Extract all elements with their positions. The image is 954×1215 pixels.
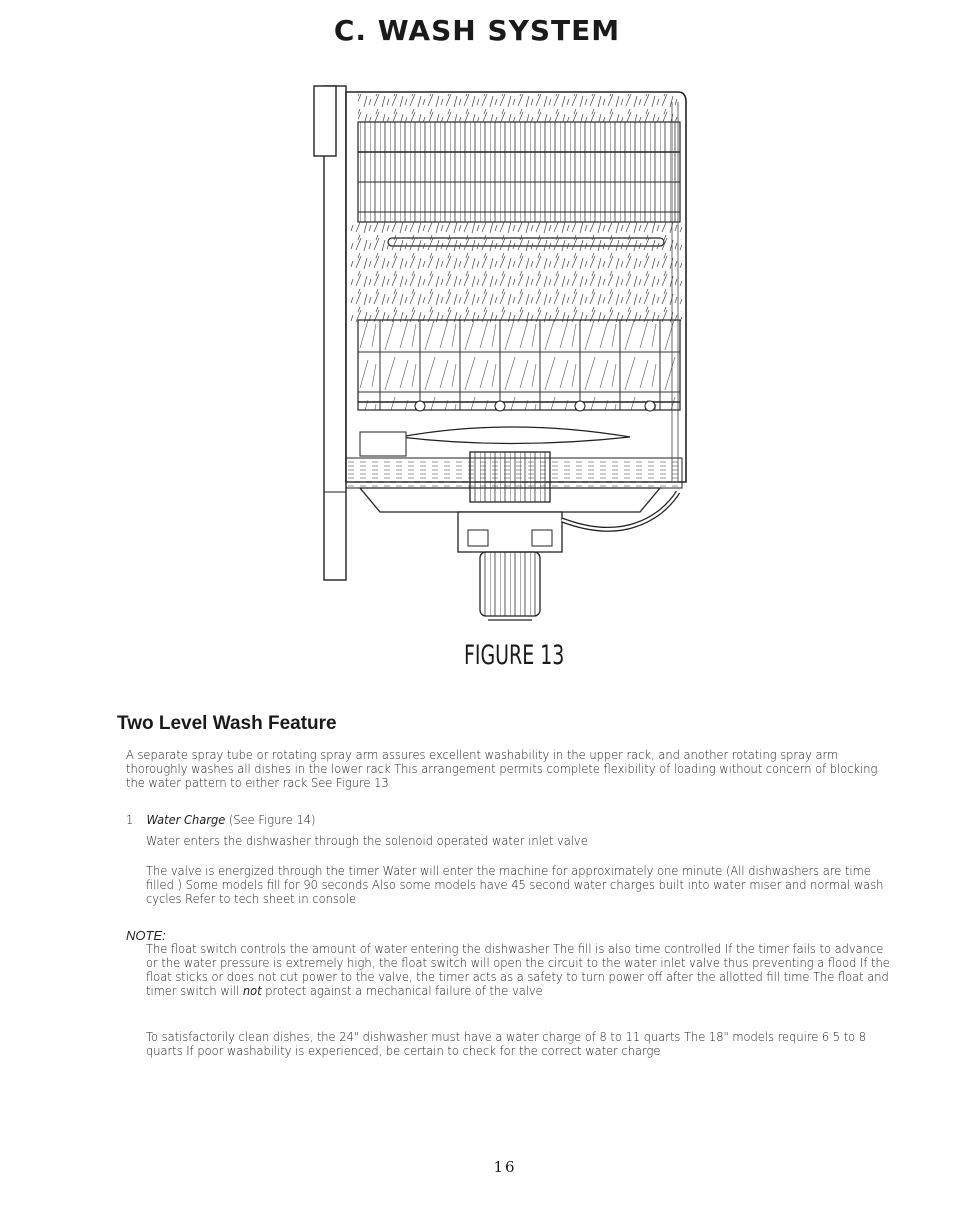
note-emphasis: not [242, 984, 262, 998]
page-number: 16 [493, 1158, 517, 1176]
section-heading: Two Level Wash Feature [117, 713, 337, 734]
water-enters-paragraph: Water enters the dishwasher through the solenoid operated water inlet valve [146, 834, 588, 848]
figure-caption: FIGURE 13 [464, 640, 565, 671]
list-item-number: 1 [126, 813, 134, 827]
door-handle [314, 86, 336, 156]
valve-paragraph: The valve is energized through the timer Water will enter the machine for approximately one minute (All dishwashers are time filled ) Some models fill for 90 seconds Also some models have 45 second water charges built into water miser and normal wash cycles Refer to tech sheet in console [146, 864, 884, 906]
note-text-part1: The float switch controls the amount of water entering the dishwasher The fill is also time controlled If the timer fails to advance or the water pressure is extremely high, the float switch will open the circuit to the water inlet valve thus preventing a flood If the float sticks or does not cut power to the valve, the timer acts as a safety to turn power off after the allotted fill time The float and timer switch will [146, 942, 890, 998]
list-item-reference: (See Figure 14) [228, 813, 316, 827]
list-item-water-charge [126, 813, 833, 827]
motor [480, 552, 540, 616]
note-text-part2: protect against a mechanical failure of the valve [265, 984, 543, 998]
intro-paragraph: A separate spray tube or rotating spray arm assures excellent washability in the upper rack, and another rotating spray arm thoroughly washes all dishes in the lower rack This arrangement permits complete flexibility of loading without concern of blocking the water pattern to either rack See Figure 13 [126, 748, 878, 790]
final-paragraph: To satisfactorily clean dishes, the 24" dishwasher must have a water charge of 8 to 11 quarts The 18" models require 6 5 to 8 quarts If poor washability is experienced, be certain to check for the correct water charge [146, 1030, 867, 1058]
list-item-label: Water Charge [146, 813, 226, 827]
page-title: C. WASH SYSTEM [333, 14, 621, 47]
dishwasher-cutaway-figure [300, 72, 700, 632]
upper-rack [358, 122, 680, 222]
lower-rack [358, 320, 680, 410]
door-panel [324, 86, 346, 580]
note-label: NOTE: [126, 928, 166, 943]
note-paragraph [146, 942, 890, 998]
pump-housing [470, 452, 550, 502]
